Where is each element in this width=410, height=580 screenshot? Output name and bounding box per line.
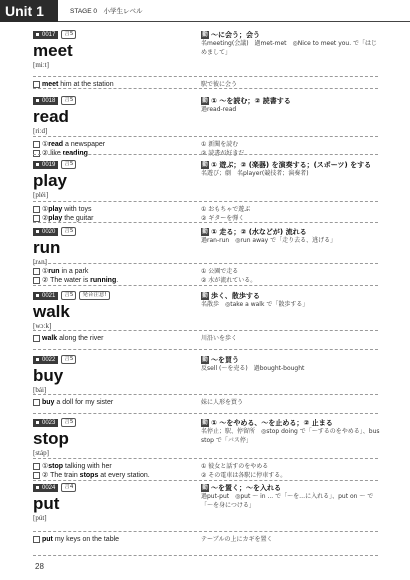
example-prefix: ① xyxy=(42,268,49,275)
example-phrase xyxy=(33,267,193,276)
id-row xyxy=(33,30,191,39)
divider xyxy=(33,458,378,459)
example-keyword: meet xyxy=(42,81,59,88)
headword: read xyxy=(33,107,69,126)
checkbox-icon[interactable] xyxy=(35,162,40,167)
entry-number-box xyxy=(33,292,58,300)
meaning xyxy=(201,160,381,170)
example-translation: テーブルの上にカギを置く xyxy=(201,536,273,543)
example-suffix: along the river xyxy=(57,335,104,342)
level-tag: 言5 xyxy=(61,227,76,236)
verb-icon: 動 xyxy=(202,162,208,168)
example-phrase xyxy=(33,276,193,285)
verb-icon: 動 xyxy=(202,32,208,38)
entry-number-box xyxy=(33,484,58,492)
level-tag: 言5 xyxy=(61,96,76,105)
checkbox-icon[interactable] xyxy=(35,98,40,103)
usage-note: 過put-put ◎put 〜 in ... で「〜を…に入れる」、put on 〜 で「〜を身につける」 xyxy=(201,493,374,509)
word-entry-stop xyxy=(33,418,378,480)
checkbox-icon[interactable] xyxy=(33,206,40,213)
level-tag: 言5 xyxy=(61,30,76,39)
headword: put xyxy=(33,494,60,513)
stage-label: STAGE 0 小学生レベル xyxy=(70,8,143,15)
example-prefix: ② The train xyxy=(42,472,80,479)
example-translation: ① 新聞を読む xyxy=(201,141,239,148)
word-entry-meet xyxy=(33,30,378,88)
example-suffix: talking with her xyxy=(63,463,112,470)
entry-number-box xyxy=(33,356,58,364)
pronunciation: [pút] xyxy=(33,514,47,522)
checkbox-icon[interactable] xyxy=(33,472,40,479)
example-prefix: ① xyxy=(42,141,49,148)
entry-number-box xyxy=(33,31,58,39)
word-block xyxy=(33,96,191,136)
word-block xyxy=(33,483,191,523)
entry-bottom-divider xyxy=(33,480,378,481)
example-suffix: in a park xyxy=(59,268,89,275)
checkbox-icon[interactable] xyxy=(35,357,40,362)
headword: walk xyxy=(33,302,70,321)
word-entry-play xyxy=(33,160,378,222)
example-keyword: stops xyxy=(79,472,99,479)
checkbox-icon[interactable] xyxy=(33,277,40,284)
definition-block xyxy=(201,355,381,374)
meaning-text: ① 〜をやめる、〜を止める；② 止まる xyxy=(211,419,333,427)
headword: run xyxy=(33,238,61,257)
entry-number-box xyxy=(33,419,58,427)
definition-block xyxy=(201,96,381,115)
example-suffix: a doll for my sister xyxy=(54,399,114,406)
example-prefix: ① xyxy=(42,206,49,213)
meaning-text: 歩く、散歩する xyxy=(211,292,260,300)
pronunciation: [stáp] xyxy=(33,449,49,457)
entry-bottom-divider xyxy=(33,154,378,155)
example-suffix: the guitar xyxy=(62,215,94,222)
entry-bottom-divider xyxy=(33,349,378,350)
id-row xyxy=(33,291,191,300)
meaning-text: 〜に会う；会う xyxy=(211,31,260,39)
page-number: 28 xyxy=(35,562,44,571)
pronunciation: [miːt] xyxy=(33,61,49,69)
header-rule xyxy=(58,21,410,22)
meaning-text: ① 走る；② (水などが) 流れる xyxy=(211,228,307,236)
example-keyword: buy xyxy=(42,399,55,406)
level-tag: 言4 xyxy=(61,483,76,492)
usage-note: 名meeting(会議) 過met-met ◎Nice to meet you. で「はじめまして」 xyxy=(201,40,378,56)
word-entry-buy xyxy=(33,355,378,413)
example-phrase xyxy=(33,535,193,544)
meaning xyxy=(201,227,381,237)
example-translation: ② 水が流れている。 xyxy=(201,277,257,284)
entry-number-box xyxy=(33,97,58,105)
checkbox-icon[interactable] xyxy=(33,141,40,148)
meaning-text: 〜を買う xyxy=(211,356,239,364)
usage-note: 名遊び；劇 名player(競技者；演奏者) xyxy=(201,170,309,177)
example-phrase xyxy=(33,398,193,407)
entry-bottom-divider xyxy=(33,555,378,556)
page-header xyxy=(0,0,410,22)
id-row xyxy=(33,160,191,169)
meaning xyxy=(201,418,381,428)
divider xyxy=(33,201,378,202)
definition-block xyxy=(201,227,381,246)
entry-number: 0019 xyxy=(42,161,56,168)
verb-icon: 動 xyxy=(202,293,208,299)
pronunciation: [riːd] xyxy=(33,127,48,135)
example-prefix: ② The water is xyxy=(42,277,91,284)
headword: play xyxy=(33,171,68,190)
verb-icon: 動 xyxy=(202,357,208,363)
checkbox-icon[interactable] xyxy=(33,536,40,543)
word-block xyxy=(33,418,191,458)
example-phrase xyxy=(33,462,193,471)
checkbox-icon[interactable] xyxy=(33,399,40,406)
example-prefix: ② like xyxy=(42,150,63,157)
entry-number-box xyxy=(33,161,58,169)
example-prefix: ② xyxy=(42,215,49,222)
meaning xyxy=(201,96,381,106)
word-block xyxy=(33,227,191,267)
example-phrase xyxy=(33,140,193,149)
word-entry-walk xyxy=(33,291,378,349)
definition-block xyxy=(201,483,381,510)
example-suffix: . xyxy=(116,277,119,284)
pronunciation: [pléi] xyxy=(33,191,49,199)
usage-note: 名停止；駅、停留所 ◎stop doing で「〜するのをやめる」、bus stop で「バス停」 xyxy=(201,428,380,444)
example-keyword: run xyxy=(48,268,60,275)
example-translation: 駅で彼に会う xyxy=(201,81,238,88)
example-keyword: walk xyxy=(42,335,58,342)
level-tag: 言5 xyxy=(61,355,76,364)
example-keyword: read xyxy=(48,141,64,148)
entry-bottom-divider xyxy=(33,222,378,223)
id-row xyxy=(33,96,191,105)
checkbox-icon[interactable] xyxy=(33,81,40,88)
id-row xyxy=(33,355,191,364)
headword: stop xyxy=(33,429,69,448)
example-translation: ① 彼女と話すのをやめる xyxy=(201,463,269,470)
checkbox-icon[interactable] xyxy=(33,268,40,275)
example-phrase xyxy=(33,205,193,214)
word-entry-put xyxy=(33,483,378,555)
divider xyxy=(33,76,378,77)
example-suffix: him at the station xyxy=(58,81,114,88)
definition-block xyxy=(201,291,381,310)
pronunciation: [wɔːk] xyxy=(33,322,52,330)
verb-icon: 動 xyxy=(202,98,208,104)
id-row xyxy=(33,483,191,492)
word-entry-read xyxy=(33,96,378,157)
usage-note: 名散歩 ◎take a walk で「散歩する」 xyxy=(201,301,309,308)
checkbox-icon[interactable] xyxy=(35,485,40,490)
word-block xyxy=(33,355,191,395)
example-suffix: at every station. xyxy=(98,472,150,479)
word-block xyxy=(33,160,191,200)
definition-block xyxy=(201,418,381,445)
usage-note: 過read-read xyxy=(201,106,237,113)
checkbox-icon[interactable] xyxy=(35,420,40,425)
example-translation: 妹に人形を買う xyxy=(201,399,244,406)
example-keyword: play xyxy=(48,215,63,222)
headword: buy xyxy=(33,366,64,385)
checkbox-icon[interactable] xyxy=(35,32,40,37)
checkbox-icon[interactable] xyxy=(33,215,40,222)
entry-number-box xyxy=(33,228,58,236)
divider xyxy=(33,330,378,331)
example-translation: ① おもちゃで遊ぶ xyxy=(201,206,251,213)
entry-bottom-divider xyxy=(33,285,378,286)
example-prefix: ① xyxy=(42,463,49,470)
id-row xyxy=(33,227,191,236)
example-translation: ② ギターを弾く xyxy=(201,215,245,222)
meaning xyxy=(201,483,381,493)
entry-bottom-divider xyxy=(33,88,378,89)
example-translation: 川沿いを歩く xyxy=(201,335,238,342)
meaning xyxy=(201,291,381,301)
entry-number: 0024 xyxy=(42,484,56,491)
example-translation: ① 公園で走る xyxy=(201,268,239,275)
meaning xyxy=(201,355,381,365)
divider xyxy=(33,531,378,532)
example-keyword: play xyxy=(48,206,63,213)
divider xyxy=(33,136,378,137)
level-tag: 言5 xyxy=(61,418,76,427)
example-phrase xyxy=(33,471,193,480)
entry-number: 0020 xyxy=(42,228,56,235)
checkbox-icon[interactable] xyxy=(33,463,40,470)
checkbox-icon[interactable] xyxy=(35,229,40,234)
word-block xyxy=(33,291,191,331)
example-keyword: put xyxy=(42,536,53,543)
pronunciation-warning-tag: 発音注意! xyxy=(79,291,109,300)
meaning-text: ① 遊ぶ；② (楽器) を演奏する；(スポーツ) をする xyxy=(211,161,372,169)
example-keyword: stop xyxy=(48,463,64,470)
example-keyword: running xyxy=(90,277,117,284)
example-translation: ② その電車は各駅に停車する。 xyxy=(201,472,287,479)
entry-number: 0021 xyxy=(42,292,56,299)
meaning-text: ① 〜を読む；② 読書する xyxy=(211,97,291,105)
entry-bottom-divider xyxy=(33,413,378,414)
entry-number: 0022 xyxy=(42,356,56,363)
divider xyxy=(33,394,378,395)
verb-icon: 動 xyxy=(202,485,208,491)
checkbox-icon[interactable] xyxy=(35,293,40,298)
usage-note: 反sell (〜を売る) 過bought-bought xyxy=(201,365,305,372)
entry-number: 0018 xyxy=(42,97,56,104)
example-suffix: with toys xyxy=(62,206,92,213)
example-suffix: a newspaper xyxy=(63,141,106,148)
divider xyxy=(33,263,378,264)
definition-block xyxy=(201,160,381,179)
example-suffix: my keys on the table xyxy=(52,536,120,543)
example-phrase xyxy=(33,334,193,343)
example-keyword: reading xyxy=(62,150,88,157)
level-tag: 言5 xyxy=(61,291,76,300)
id-row xyxy=(33,418,191,427)
word-entry-run xyxy=(33,227,378,285)
definition-block xyxy=(201,30,381,57)
word-block xyxy=(33,30,191,70)
usage-note: 過ran-run ◎run away で「走り去る、逃げる」 xyxy=(201,237,337,244)
headword: meet xyxy=(33,41,73,60)
meaning-text: 〜を置く；〜を入れる xyxy=(211,484,281,492)
level-tag: 言5 xyxy=(61,160,76,169)
pronunciation: [rʌn] xyxy=(33,258,47,266)
unit-title: Unit 1 xyxy=(0,0,58,22)
pronunciation: [bái] xyxy=(33,386,47,394)
entry-number: 0017 xyxy=(42,31,56,38)
verb-icon: 動 xyxy=(202,229,208,235)
meaning xyxy=(201,30,381,40)
example-translation: ② 読書が好きだ xyxy=(201,150,245,157)
verb-icon: 動 xyxy=(202,420,208,426)
entry-number: 0023 xyxy=(42,419,56,426)
checkbox-icon[interactable] xyxy=(33,335,40,342)
